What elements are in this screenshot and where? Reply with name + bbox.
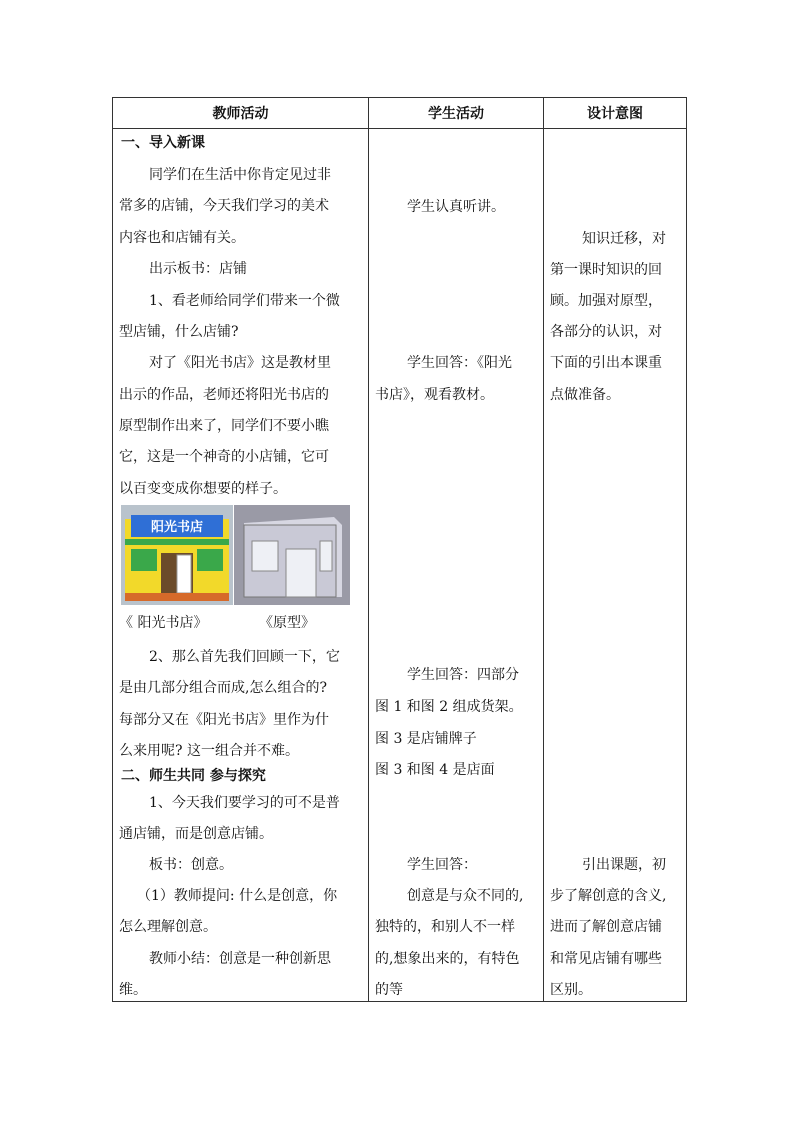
intro-line: 同学们在生活中你肯定见过非 — [149, 167, 331, 183]
student-answer: 独特的，和别人不一样 — [375, 919, 515, 935]
question-line: 型店铺，什么店铺? — [119, 324, 239, 340]
table-header-row — [113, 98, 687, 129]
design-intent-cell — [544, 129, 687, 1002]
explain-line: 出示的作品，老师还将阳光书店的 — [119, 387, 329, 403]
photo-caption-bookstore: 《 阳光书店》 — [119, 615, 208, 631]
creative-line: 通店铺，而是创意店铺。 — [119, 826, 273, 842]
intent-line: 步了解创意的含义, — [550, 888, 667, 904]
student-answer: 图 3 和图 4 是店面 — [375, 762, 495, 778]
student-answer: 的,想象出来的，有特色 — [375, 951, 520, 967]
teacher-activity-cell — [113, 129, 369, 1002]
explain-line: 以百变变成你想要的样子。 — [119, 481, 287, 497]
explain-line: 对了《阳光书店》这是教材里 — [149, 355, 331, 371]
student-answer: 学生回答： — [407, 857, 477, 873]
header-student-activity: 学生活动 — [369, 98, 544, 129]
intent-line: 点做准备。 — [550, 387, 620, 403]
student-answer: 学生回答：《阳光 — [407, 355, 512, 371]
shop-sign-text: 阳光书店 — [150, 520, 204, 535]
photo-caption-prototype: 《原型》 — [259, 615, 315, 631]
teacher-question-line: （1）教师提问: 什么是创意，你 — [137, 888, 338, 904]
intent-line: 知识迁移，对 — [582, 231, 666, 247]
student-answer: 书店》，观看教材。 — [375, 387, 494, 403]
student-activity-cell — [369, 129, 544, 1002]
intent-line: 进而了解创意店铺 — [550, 919, 662, 935]
board-note-creative: 板书：创意。 — [149, 857, 233, 873]
header-teacher-activity: 教师活动 — [113, 98, 369, 129]
prototype-model-photo — [234, 505, 350, 605]
table-body-row — [113, 129, 687, 1002]
lesson-plan-table — [112, 97, 687, 1002]
intro-line: 内容也和店铺有关。 — [119, 230, 245, 246]
review-line: 每部分又在《阳光书店》里作为什 — [119, 712, 329, 728]
student-answer: 图 3 是店铺牌子 — [375, 731, 477, 747]
review-line: 是由几部分组合而成,怎么组合的? — [119, 680, 327, 696]
question-line: 1、看老师给同学们带来一个微 — [149, 293, 340, 309]
summary-line: 教师小结：创意是一种创新思 — [149, 951, 331, 967]
shop-model-photo — [121, 505, 233, 605]
creative-line: 1、今天我们要学习的可不是普 — [149, 795, 340, 811]
student-answer: 创意是与众不同的, — [407, 888, 524, 904]
intent-line: 下面的引出本课重 — [550, 355, 662, 371]
review-line: 么来用呢? 这一组合并不难。 — [119, 743, 299, 759]
summary-line: 维。 — [119, 982, 147, 998]
teacher-question-line: 怎么理解创意。 — [119, 919, 217, 935]
student-answer: 图 1 和图 2 组成货架。 — [375, 699, 523, 715]
intent-line: 各部分的认识，对 — [550, 324, 662, 340]
board-note-shop: 出示板书：店铺 — [149, 261, 247, 277]
review-line: 2、那么首先我们回顾一下，它 — [149, 649, 340, 665]
section-title-explore: 二、师生共同 参与探究 — [121, 768, 266, 784]
header-design-intent: 设计意图 — [544, 98, 687, 129]
intent-line: 区别。 — [550, 982, 592, 998]
explain-line: 原型制作出来了，同学们不要小瞧 — [119, 418, 329, 434]
intent-line: 顾。加强对原型， — [550, 293, 662, 309]
intro-line: 常多的店铺，今天我们学习的美术 — [119, 198, 329, 214]
section-title-intro: 一、导入新课 — [121, 135, 205, 151]
student-answer: 学生认真听讲。 — [407, 199, 505, 215]
intent-line: 和常见店铺有哪些 — [550, 951, 662, 967]
intent-line: 第一课时知识的回 — [550, 262, 662, 278]
student-answer: 的等 — [375, 982, 403, 998]
explain-line: 它，这是一个神奇的小店铺，它可 — [119, 449, 329, 465]
student-answer: 学生回答：四部分 — [407, 667, 519, 683]
intent-line: 引出课题，初 — [582, 857, 666, 873]
